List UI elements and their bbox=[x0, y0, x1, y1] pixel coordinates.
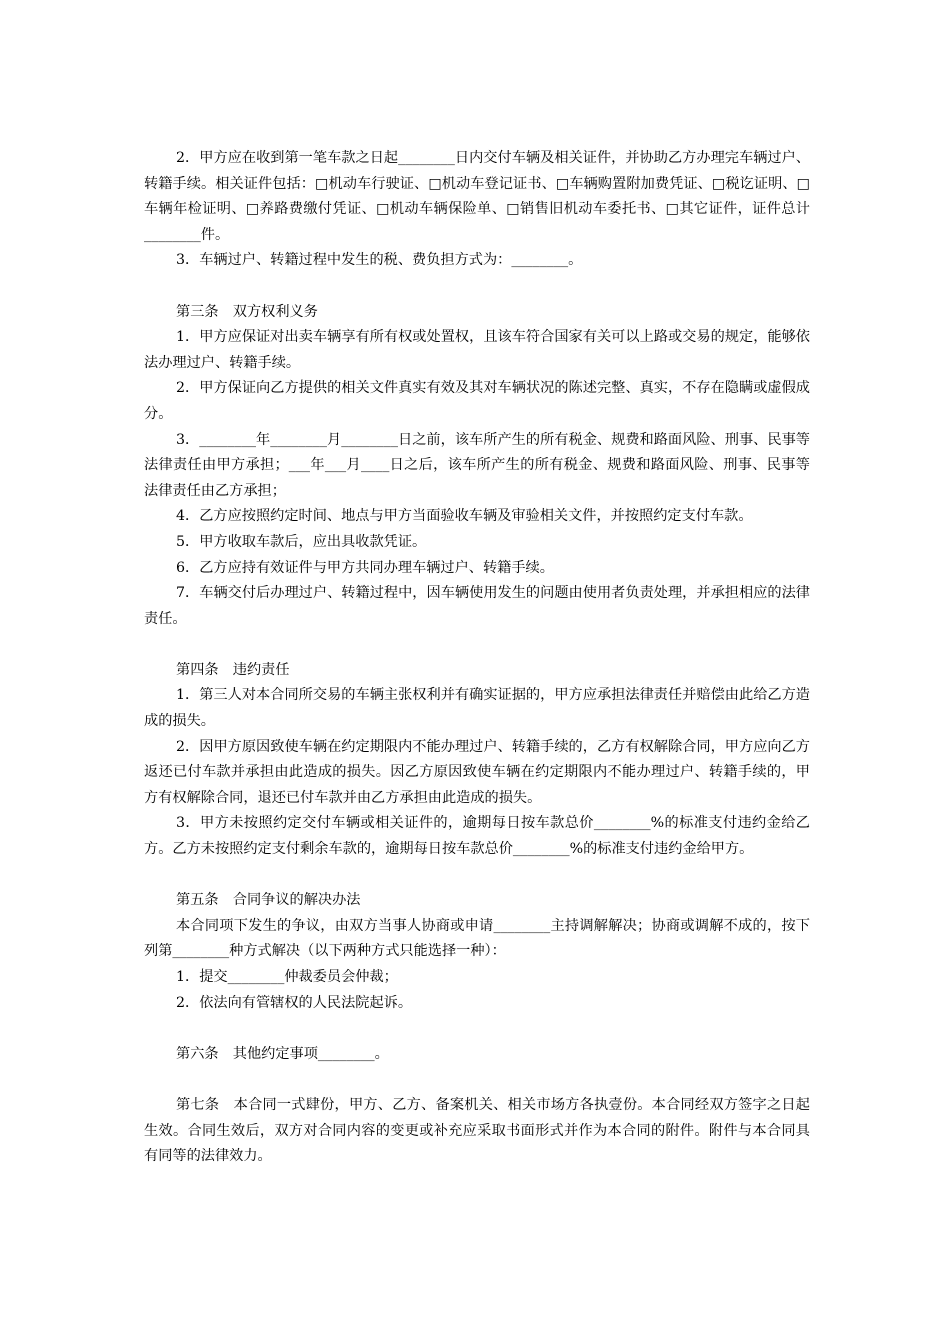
clause-2-item-2: 2．甲方应在收到第一笔车款之日起________日内交付车辆及相关证件，并协助乙方办理完车辆过户、转籍手续。相关证件包括：□机动车行驶证、□机动车登记证书、□车辆购置附加费凭证、□税讫证明、□车辆年检证明、□养路费缴付凭证、□机动车辆保险单、□销售旧机动车委托书、□其它证件，证件总计________件。 bbox=[144, 150, 810, 243]
article-5-item-1: 1．提交________仲裁委员会仲裁； bbox=[176, 969, 398, 985]
article-6-title: 第六条 其他约定事项________。 bbox=[176, 1045, 389, 1062]
article-3-item-4: 4．乙方应按照约定时间、地点与甲方当面验收车辆及审验相关文件，并按照约定支付车款。 bbox=[176, 508, 753, 525]
article-3-item-6: 6．乙方应持有效证件与甲方共同办理车辆过户、转籍手续。 bbox=[176, 559, 554, 576]
contract-page bbox=[144, 146, 810, 1170]
clause-2-item-3: 3．车辆过户、转籍过程中发生的税、费负担方式为：________。 bbox=[176, 252, 583, 269]
spacer bbox=[144, 1067, 810, 1093]
article-4-title: 第四条 违约责任 bbox=[176, 661, 290, 678]
article-3-title: 第三条 双方权利义务 bbox=[176, 303, 318, 320]
article-3-item-7: 7．车辆交付后办理过户、转籍过程中，因车辆使用发生的问题由使用者负责处理，并承担相应的法律责任。 bbox=[144, 585, 810, 627]
article-4-item-2: 2．因甲方原因致使车辆在约定期限内不能办理过户、转籍手续的，乙方有权解除合同，甲方应向乙方返还已付车款并承担由此造成的损失。因乙方原因致使车辆在约定期限内不能办理过户、转籍手续的，甲方有权解除合同，退还已付车款并由乙方承担由此造成的损失。 bbox=[144, 738, 810, 806]
article-5-intro: 本合同项下发生的争议，由双方当事人协商或申请________主持调解解决；协商或调解不成的，按下列第________种方式解决（以下两种方式只能选择一种）： bbox=[144, 917, 810, 960]
article-5-item-2: 2．依法向有管辖权的人民法院起诉。 bbox=[176, 994, 413, 1011]
spacer bbox=[144, 632, 810, 658]
spacer bbox=[144, 1016, 810, 1042]
article-3-item-2: 2．甲方保证向乙方提供的相关文件真实有效及其对车辆状况的陈述完整、真实，不存在隐瞒或虚假成分。 bbox=[144, 380, 810, 422]
article-3-item-1: 1．甲方应保证对出卖车辆享有所有权或处置权，且该车符合国家有关可以上路或交易的规定，能够依法办理过户、转籍手续。 bbox=[144, 329, 810, 371]
article-4-item-3: 3．甲方未按照约定交付车辆或相关证件的，逾期每日按车款总价________%的标准支付违约金给乙方。乙方未按照约定支付剩余车款的，逾期每日按车款总价________%的标准支付违约金给甲方。 bbox=[144, 815, 810, 858]
spacer bbox=[144, 863, 810, 889]
article-3-item-5: 5．甲方收取车款后，应出具收款凭证。 bbox=[176, 533, 427, 550]
article-3-item-3: 3．________年________月________日之前，该车所产生的所有税金、规费和路面风险、刑事、民事等法律责任由甲方承担；___年___月____日之后，该车所产生的所有税金、规费和路面风险、刑事、民事等法律责任由乙方承担； bbox=[144, 431, 810, 499]
article-7-text: 第七条 本合同一式肆份，甲方、乙方、备案机关、相关市场方各执壹份。本合同经双方签字之日起生效。合同生效后，双方对合同内容的变更或补充应采取书面形式并作为本合同的附件。附件与本合同具有同等的法律效力。 bbox=[144, 1096, 810, 1165]
article-5-title: 第五条 合同争议的解决办法 bbox=[176, 892, 361, 909]
spacer bbox=[144, 274, 810, 300]
article-4-item-1: 1．第三人对本合同所交易的车辆主张权利并有确实证据的，甲方应承担法律责任并赔偿由此给乙方造成的损失。 bbox=[144, 687, 810, 730]
